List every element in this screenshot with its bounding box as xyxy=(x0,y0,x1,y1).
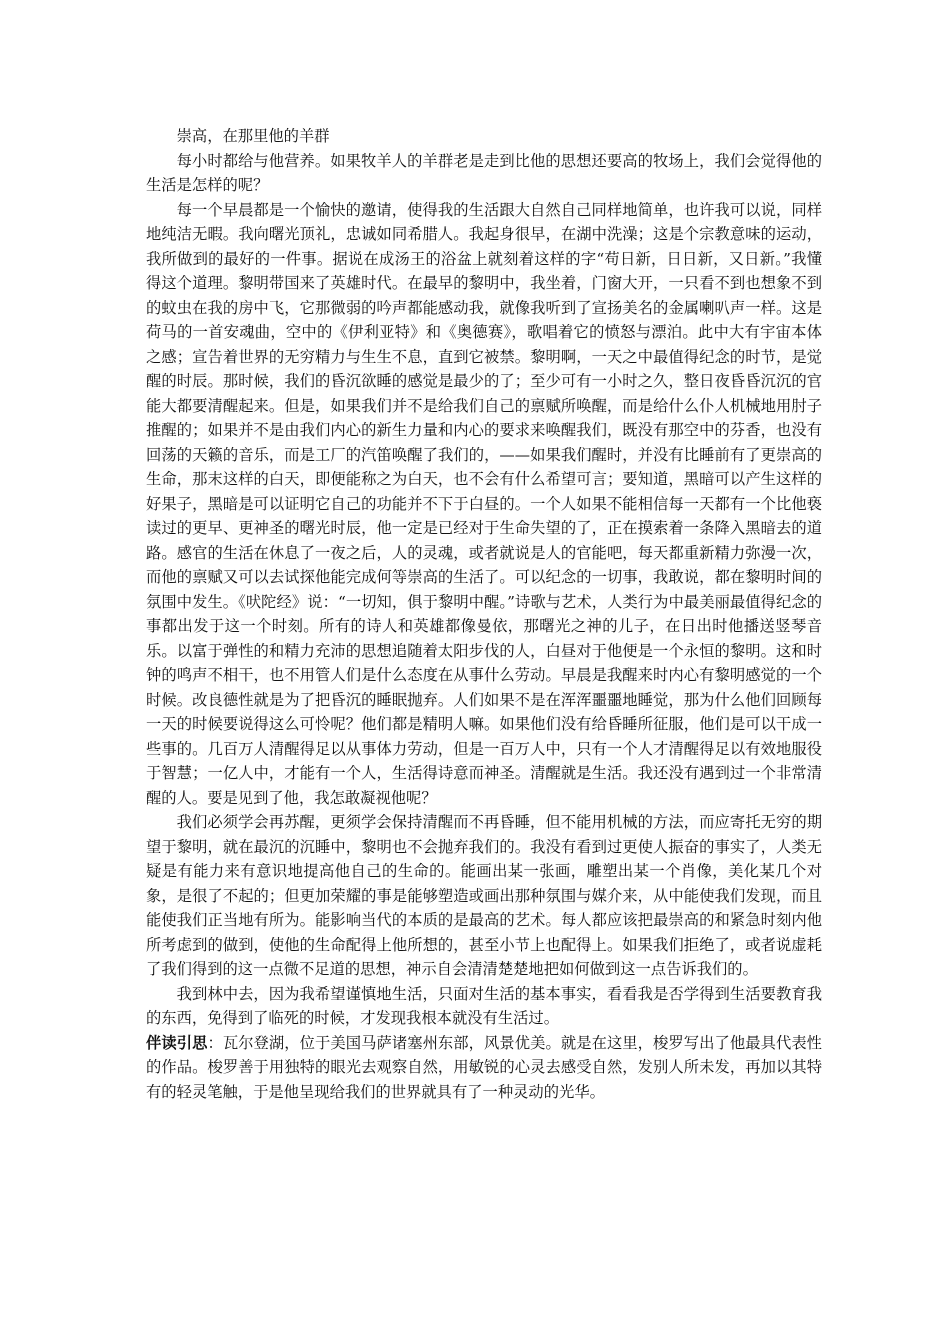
paragraph-shepherd: 每小时都给与他营养。如果牧羊人的羊群老是走到比他的思想还要高的牧场上，我们会觉得他的生活是怎样的呢？ xyxy=(146,151,822,194)
document-page xyxy=(146,124,822,1104)
paragraph-morning: 每一个早晨都是一个愉快的邀请，使得我的生活跟大自然自己同样地简单，也许我可以说，同样地纯洁无暇。我向曙光顶礼，忠诚如同希腊人。我起身很早，在湖中洗澡；这是个宗教意味的运动，我所做到的最好的一件事。据说在成汤王的浴盆上就刻着这样的字“苟日新，日日新，又日新。”我懂得这个道理。黎明带国来了英雄时代。在最早的黎明中，我坐着，门窗大开，一只看不到也想象不到的蚊虫在我的房中飞，它那微弱的吟声都能感动我，就像我听到了宣扬美名的金属喇叭声一样。这是荷马的一首安魂曲，空中的《伊利亚特》和《奥德赛》，歌唱着它的愤怒与漂泊。此中大有宇宙本体之感；宣告着世界的无穷精力与生生不息，直到它被禁。黎明啊，一天之中最值得纪念的时节，是觉醒的时辰。那时候，我们的昏沉欲睡的感觉是最少的了；至少可有一小时之久，整日夜昏昏沉沉的官能大都要清醒起来。但是，如果我们并不是给我们自己的禀赋所唤醒，而是给什么仆人机械地用肘子推醒的；如果并不是由我们内心的新生力量和内心的要求来唤醒我们，既没有那空中的芬香，也没有回荡的天籁的音乐，而是工厂的汽笛唤醒了我们的，——如果我们醒时，并没有比睡前有了更崇高的生命，那末这样的白天，即便能称之为白天，也不会有什么希望可言；要知道，黑暗可以产生这样的好果子，黑暗是可以证明它自己的功能并不下于白昼的。一个人如果不能相信每一天都有一个比他亵读过的更早、更神圣的曙光时辰，他一定是已经对于生命失望的了，正在摸索着一条降入黑暗去的道路。感官的生活在休息了一夜之后，人的灵魂，或者就说是人的官能吧，每天都重新精力弥漫一次，而他的禀赋又可以去试探他能完成何等崇高的生活了。可以纪念的一切事，我敢说，都在黎明时间的氛围中发生。《吠陀经》说：“一切知，俱于黎明中醒。”诗歌与艺术，人类行为中最美丽最值得纪念的事都出发于这一个时刻。所有的诗人和英雄都像曼依，那曙光之神的儿子，在日出时他播送竖琴音乐。以富于弹性的和精力充沛的思想追随着太阳步伐的人，白昼对于他便是一个永恒的黎明。这和时钟的鸣声不相干，也不用管人们是什么态度在从事什么劳动。早晨是我醒来时内心有黎明感觉的一个时候。改良德性就是为了把昏沉的睡眠抛弃。人们如果不是在浑浑噩噩地睡觉，那为什么他们回顾每一天的时候要说得这么可怜呢？他们都是精明人嘛。如果他们没有给昏睡所征服，他们是可以干成一些事的。几百万人清醒得足以从事体力劳动，但是一百万人中，只有一个人才清醒得足以有效地服役于智慧；一亿人中，才能有一个人，生活得诗意而神圣。清醒就是生活。我还没有遇到过一个非常清醒的人。要是见到了他，我怎敢凝视他呢？ xyxy=(146,200,822,807)
guide-text: ：瓦尔登湖，位于美国马萨诸塞州东部，风景优美。就是在这里，梭罗写出了他最具代表性的作品。梭罗善于用独特的眼光去观察自然，用敏锐的心灵去感受自然，发别人所未发，再加以其特有的轻灵笔触，于是他呈现给我们的世界就具有了一种灵动的光华。 xyxy=(146,1033,822,1101)
guide-label: 伴读引思 xyxy=(146,1033,208,1052)
guide-paragraph xyxy=(146,1031,822,1105)
paragraph-woods: 我到林中去，因为我希望谨慎地生活，只面对生活的基本事实，看看我是否学得到生活要教育我的东西，免得到了临死的时候，才发现我根本就没有生活过。 xyxy=(146,984,822,1027)
paragraph-intro: 崇高，在那里他的羊群 xyxy=(176,127,330,145)
paragraph-awaken: 我们必须学会再苏醒，更须学会保持清醒而不再昏睡，但不能用机械的方法，而应寄托无穷的期望于黎明，就在最沉的沉睡中，黎明也不会抛弃我们的。我没有看到过更使人振奋的事实了，人类无疑是有能力来有意识地提高他自己的生命的。能画出某一张画，雕塑出某一个肖像，美化某几个对象，是很了不起的；但更加荣耀的事是能够塑造或画出那种氛围与媒介来，从中能使我们发现，而且能使我们正当地有所为。能影响当代的本质的是最高的艺术。每人都应该把最崇高的和紧急时刻内他所考虑到的做到，使他的生命配得上他所想的，甚至小节上也配得上。如果我们拒绝了，或者说虚耗了我们得到的这一点微不足道的思想，神示自会清清楚楚地把如何做到这一点告诉我们的。 xyxy=(146,813,822,978)
